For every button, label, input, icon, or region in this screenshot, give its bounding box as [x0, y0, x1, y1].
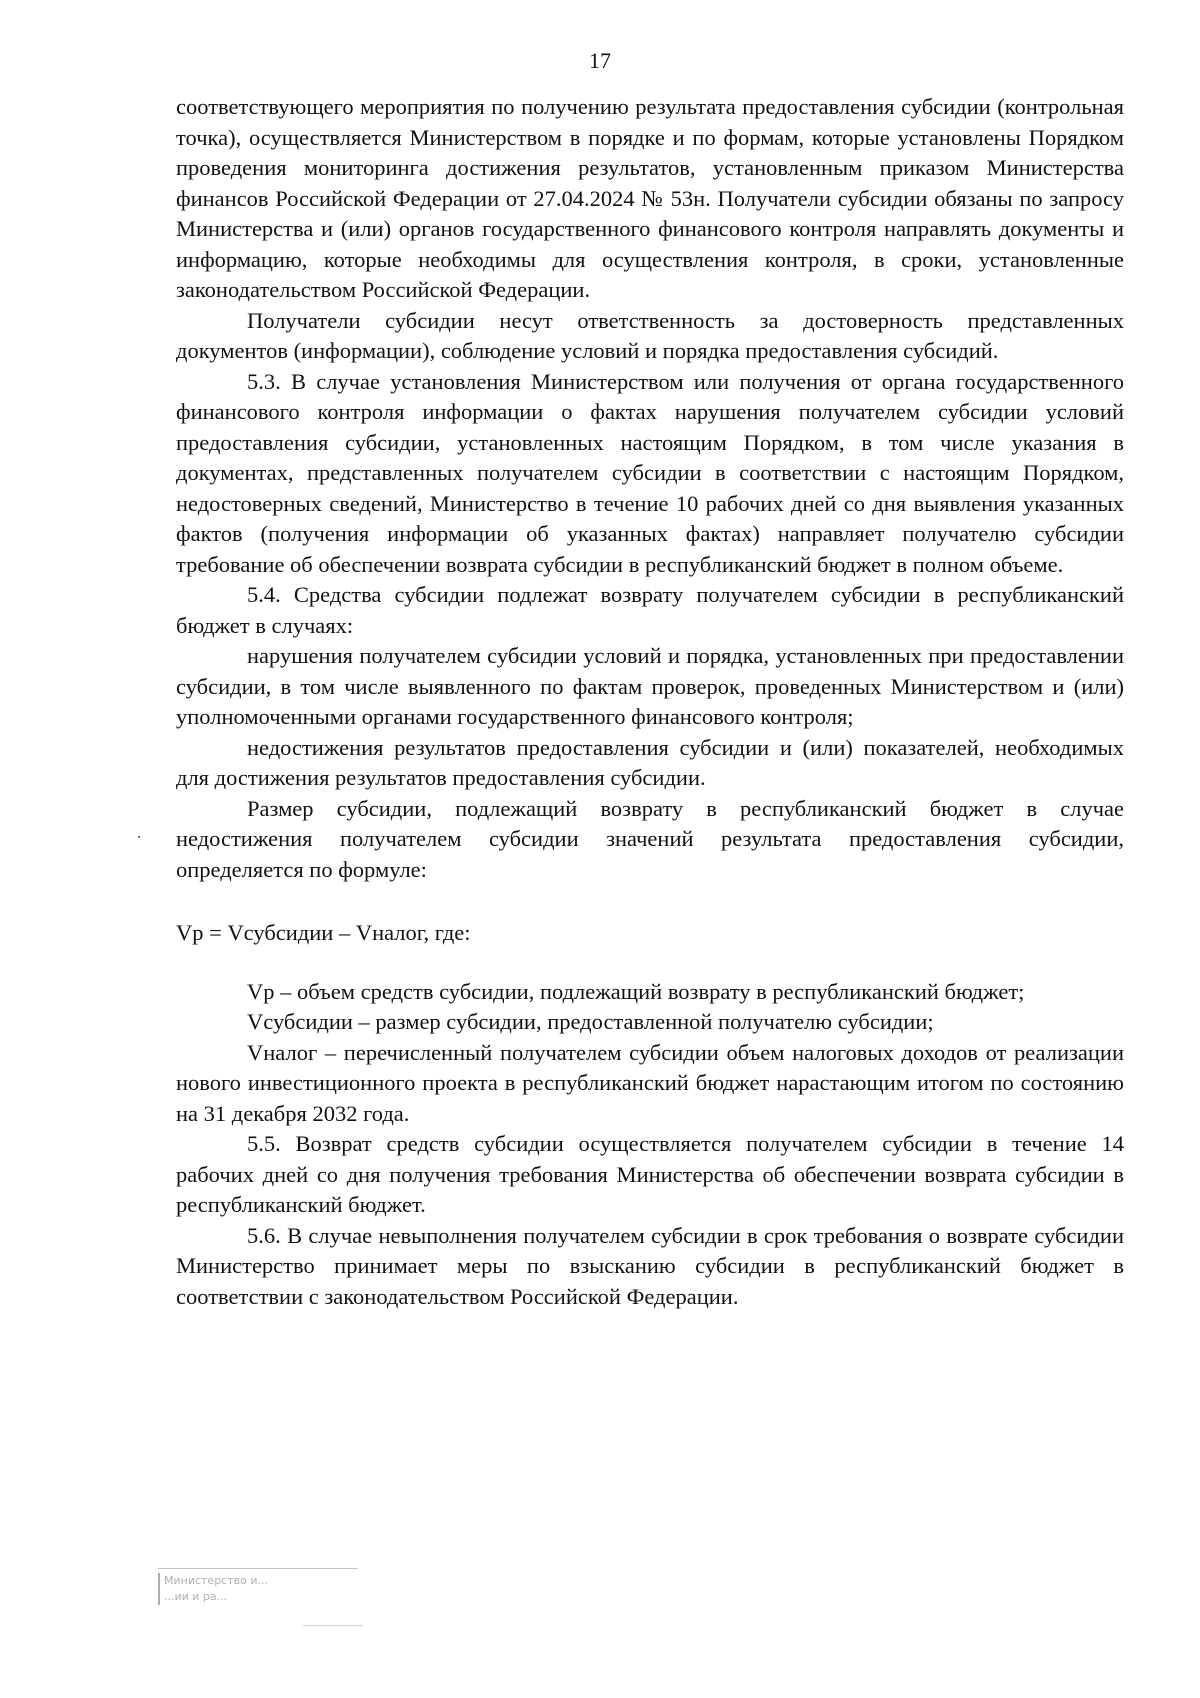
paragraph-continuation: соответствующего мероприятия по получению результата предоставления субсидии (контрольная точка), осуществляется Министерством в порядке и по формам, которые установлены Порядком проведения мониторинга достижения результатов, установленным приказом Министерства финансов Российской Федерации от 27.04.2024 № 53н. Получатели субсидии обязаны по запросу Министерства и (или) органов государственного финансового контроля направлять документы и информацию, которые необходимы для осуществления контроля, в сроки, установленные законодательством Российской Федерации. — [176, 94, 1124, 302]
stamp-rule-top — [158, 1568, 358, 1569]
registration-stamp — [158, 1568, 378, 1638]
paragraph-vsubsidy-definition: Vсубсидии – размер субсидии, предоставленной получателю субсидии; — [247, 1009, 934, 1034]
stamp-line-1: Министерство и... — [158, 1573, 378, 1589]
paragraph-5-5: 5.5. Возврат средств субсидии осуществляется получателем субсидии в течение 14 рабочих дней со дня получения требования Министерства об обеспечении возврата субсидии в республиканский бюджет. — [176, 1131, 1124, 1217]
paragraph-5-3: 5.3. В случае установления Министерством или получения от органа государственного финансового контроля информации о фактах нарушения получателем субсидии условий предоставления субсидии, установленных настоящим Порядком, в том числе указания в документах, представленных получателем субсидии в соответствии с настоящим Порядком, недостоверных сведений, Министерство в течение 10 рабочих дней со дня выявления указанных фактов (получения информации об указанных фактах) направляет получателю субсидии требование об обеспечении возврата субсидии в республиканский бюджет в полном объеме. — [176, 368, 1124, 577]
stamp-line-2: ...ии и ра... — [158, 1589, 378, 1605]
page-number: 17 — [589, 48, 611, 73]
paragraph-5-6: 5.6. В случае невыполнения получателем субсидии в срок требования о возврате субсидии Министерство принимает меры по взысканию субсидии в республиканский бюджет в соответствии с законодательством Российской Федерации. — [176, 1222, 1124, 1309]
paragraph-5-4: 5.4. Средства субсидии подлежат возврату получателем субсидии в республиканский бюджет в случаях: — [176, 582, 1124, 638]
stamp-rule-bottom — [303, 1625, 363, 1626]
paragraph-responsibility: Получатели субсидии несут ответственность за достоверность представленных документов (информации), соблюдение условий и порядка предоставления субсидий. — [176, 307, 1124, 363]
margin-mark — [138, 836, 140, 838]
document-body — [176, 92, 1124, 1312]
paragraph-violation-case: нарушения получателем субсидии условий и порядка, установленных при предоставлении субсидии, в том числе выявленного по фактам проверок, проведенных Министерством и (или) уполномоченными органами государственного финансового контроля; — [176, 643, 1124, 729]
paragraph-vtax-definition: Vналог – перечисленный получателем субсидии объем налоговых доходов от реализации нового инвестиционного проекта в республиканский бюджет нарастающим итогом по состоянию на 31 декабря 2032 года. — [176, 1039, 1124, 1126]
paragraph-nonachievement-case: недостижения результатов предоставления субсидии и (или) показателей, необходимых для достижения результатов предоставления субсидии. — [176, 734, 1124, 790]
refund-formula: Vр = Vсубсидии – Vналог, где: — [176, 920, 471, 945]
paragraph-refund-size: Размер субсидии, подлежащий возврату в республиканский бюджет в случае недостижения получателем субсидии значений результата предоставления субсидии, определяется по формуле: — [176, 795, 1124, 882]
paragraph-vr-definition: Vр – объем средств субсидии, подлежащий возврату в республиканский бюджет; — [247, 978, 1025, 1004]
